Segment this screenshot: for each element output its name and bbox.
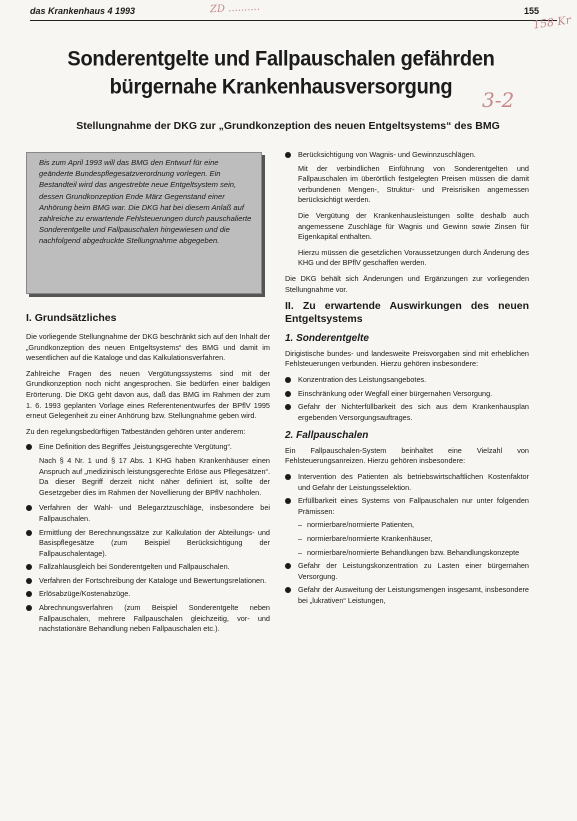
bullet-item: Gefahr der Nichterfüllbarkeit des sich aus dem Krankenhausplan ergebenden Versorgungsauftrages. bbox=[285, 402, 529, 423]
dash-item: – normierbare/normierte Behandlungen bzw. Behandlungskonzepte bbox=[285, 548, 529, 559]
paragraph: Zu den regelungsbedürftigen Tatbeständen gehören unter anderem: bbox=[26, 426, 246, 436]
section-heading-auswirkungen: II. Zu erwartende Auswirkungen des neuen Entgeltsystems bbox=[285, 300, 529, 326]
bullet-item: Berücksichtigung von Wagnis- und Gewinnzuschlägen. bbox=[285, 150, 529, 161]
bullet-item: Intervention des Patienten als betriebswirtschaftlichen Kostenfaktor und Gefahr der Leistungsselektion. bbox=[285, 472, 529, 493]
abstract-box bbox=[26, 152, 262, 294]
paragraph: Dirigistische bundes- und landesweite Preisvorgaben sind mit erheblichen Fehlsteuerungen verbunden. Hierzu gehören insbesondere: bbox=[285, 348, 529, 369]
page-number: 155 bbox=[523, 6, 539, 16]
bullet-item: Ermittlung der Berechnungssätze zur Kalkulation der Abteilungs- und Basispflegesätze (zum Beispiel Berücksichtigung der Fallpauschalentage). bbox=[26, 528, 270, 560]
paragraph: Mit der verbindlichen Einführung von Sonderentgelten und Fallpauschalen im überörtlich festgelegten Preisen müssen die damit verbundenen Mengen-, Struktur- und Preisrisiken angemessen berücksichtigt werden. bbox=[298, 163, 529, 205]
bullet-item: Verfahren der Wahl- und Belegarztzuschläge, insbesondere bei Fallpauschalen. bbox=[26, 503, 270, 524]
bullet-item: Einschränkung oder Wegfall einer bürgernahen Versorgung. bbox=[285, 389, 529, 400]
publication-label: das Krankenhaus 4 1993 bbox=[30, 6, 136, 16]
running-header bbox=[30, 6, 557, 21]
left-column bbox=[26, 312, 270, 638]
handwritten-note-title: 3-2 bbox=[482, 88, 515, 112]
bullet-continuation: Nach § 4 Nr. 1 und § 17 Abs. 1 KHG haben Krankenhäuser einen Anspruch auf „medizinisch leistungsgerechte Erlöse aus Pflegesätzen“. Da dieser Begriff derzeit nicht näher definiert ist, sollte der Gesetzgeber dies im Rahmen der Novellierung der BPflV nachholen. bbox=[39, 455, 270, 497]
handwritten-note-top: ZD .......... bbox=[209, 1, 261, 16]
bullet-item: Gefahr der Ausweitung der Leistungsmengen insgesamt, insbesondere bei „lukrativen“ Leistungen, bbox=[285, 585, 529, 606]
title-line-1: Sonderentgelte und Fallpauschalen gefährden bbox=[67, 47, 495, 71]
paragraph: Ein Fallpauschalen-System beinhaltet eine Vielzahl von Fehlsteuerungsanreizen. Hierzu gehören insbesondere: bbox=[285, 445, 529, 466]
paragraph: Die vorliegende Stellungnahme der DKG beschränkt sich auf den Inhalt der „Grundkonzeption des neuen Entgeltsystems“ des BMG und damit im wesentlichen auf die Kataloge und das Kalkulationsverfahren. bbox=[26, 332, 270, 363]
subheading-fallpauschalen: 2. Fallpauschalen bbox=[285, 430, 369, 442]
paragraph: Hierzu müssen die gesetzlichen Voraussetzungen durch Änderung des KHG und der BPflV geschaffen werden. bbox=[298, 247, 529, 268]
paragraph: Die DKG behält sich Änderungen und Ergänzungen zur vorliegenden Stellungnahme vor. bbox=[285, 273, 529, 294]
bullet-item: Verfahren der Fortschreibung der Kataloge und Bewertungsrelationen. bbox=[26, 576, 270, 587]
right-column bbox=[285, 150, 529, 610]
bullet-item: Gefahr der Leistungskonzentration zu Lasten einer bürgernahen Versorgung. bbox=[285, 561, 529, 582]
bullet-item: Erlösabzüge/Kostenabzüge. bbox=[26, 589, 270, 600]
abstract-text: Bis zum April 1993 will das BMG den Entwurf für eine geänderte Bundespflegesatzverordnung vorlegen. Ein Bestandteil wird das angestrebte neue Entgeltsystem sein, dessen Grundkonzeption Ende März Gegenstand einer Anhörung beim BMG war. Die DKG hat bei diesem Anlaß auf zahlreiche zu erwartende Fehlsteuerungen durch pauschalierte Sonderentgelte und Fallpauschalen hingewiesen und die nachfolgend abgedruckte Stellungnahme abgegeben. bbox=[39, 158, 252, 246]
paragraph: Zahlreiche Fragen des neuen Vergütungssystems sind mit der Grundkonzeption noch nicht angesprochen. Sie bedürfen einer baldigen Erörterung. Die DKG geht davon aus, daß das BMG im Rahmen der zum 1. 6. 1993 geplanten Vorlage eines Referentenentwurfes der BPflV 1995 erneut Gelegenheit zu einer Anhörung bzw. Stellungnahme geben wird. bbox=[26, 368, 270, 421]
title-line-2: bürgernahe Krankenhausversorgung bbox=[109, 75, 453, 99]
subheading-sonderentgelte: 1. Sonderentgelte bbox=[285, 333, 369, 345]
bullet-item: Fallzahlausgleich bei Sonderentgelten und Fallpauschalen. bbox=[26, 562, 270, 573]
bullet-item: Eine Definition des Begriffes „leistungsgerechte Vergütung“. bbox=[26, 442, 270, 453]
dash-item: – normierbare/normierte Patienten, bbox=[285, 520, 529, 531]
bullet-item: Erfüllbarkeit eines Systems von Fallpauschalen nur unter folgenden Prämissen: bbox=[285, 496, 529, 517]
dash-item: – normierbare/normierte Krankenhäuser, bbox=[285, 534, 529, 545]
article-subtitle: Stellungnahme der DKG zur „Grundkonzeption des neuen Entgeltsystems“ des BMG bbox=[76, 120, 500, 132]
bullet-item: Abrechnungsverfahren (zum Beispiel Sonderentgelte neben Fallpauschalen, mehrere Fallpauschalen gleichzeitig, vor- und nachstationäre Behandlung neben Fallpauschalen etc.). bbox=[26, 603, 270, 635]
handwritten-note-corner: 158 Kr bbox=[532, 13, 572, 32]
paragraph: Die Vergütung der Krankenhausleistungen sollte deshalb auch angemessene Zuschläge für Wagnis und Gewinn sowie Zinsen für Eigenkapital enthalten. bbox=[298, 210, 529, 242]
section-heading-grundsaetzliches: I. Grundsätzliches bbox=[26, 312, 117, 324]
bullet-item: Konzentration des Leistungsangebotes. bbox=[285, 375, 529, 386]
article-title bbox=[26, 45, 536, 101]
